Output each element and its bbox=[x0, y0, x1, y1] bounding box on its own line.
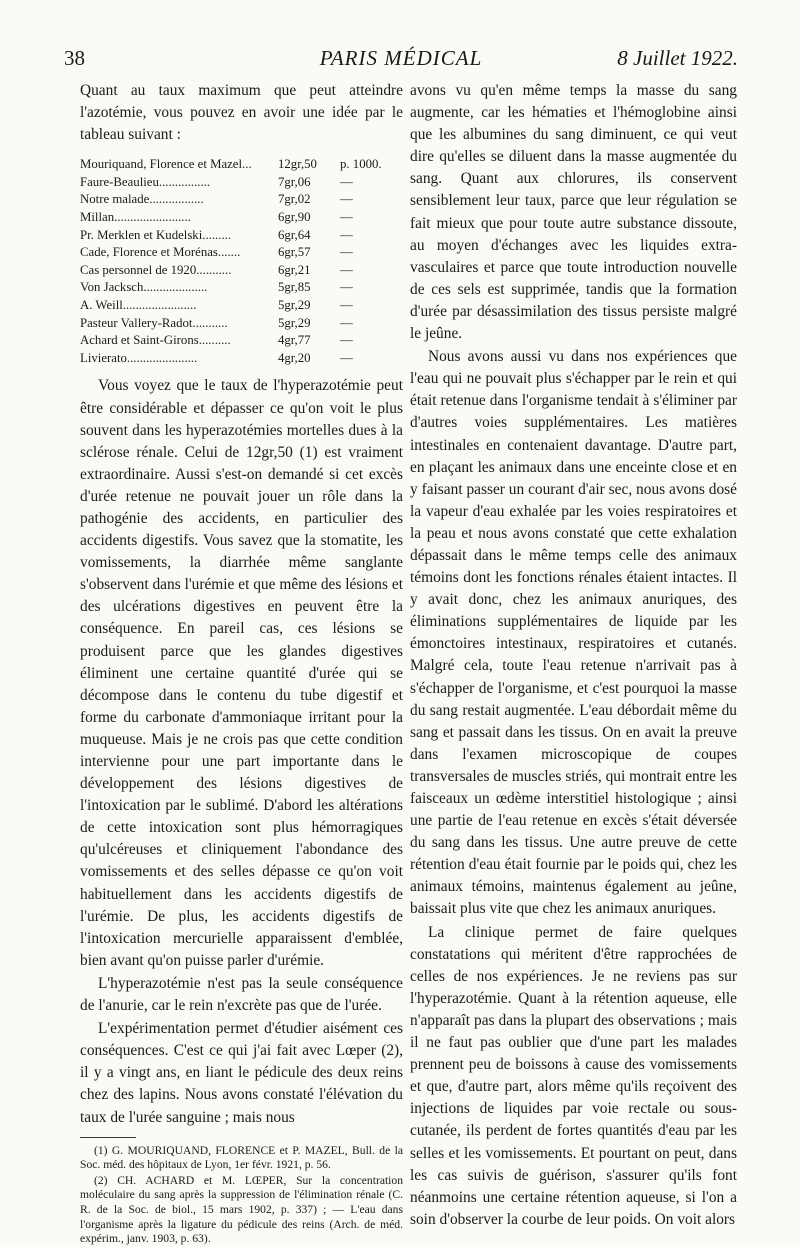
table-cell-value: 7gr,02 bbox=[278, 192, 311, 207]
table-row bbox=[80, 174, 403, 192]
paragraph: La clinique permet de faire quelques constatations qui méritent d'être rapprochées de celles de nos expériences. Je ne reviens pas sur l'hyperazotémie. Quant à la rétention aqueuse, elle n'apparaît pas dans la plupart des observations ; mais il ne faut pas oublier que d'une part les malades prennent peu de boissons à cause des vomissements et que, d'autre part, alors même qu'ils reçoivent des injections de liquides par voie rectale ou sous-cutanée, ils perdent de fortes quantités d'eau par les selles et les vomissements. Et pourtant on peut, dans les cas suivis de guérison, s'assurer qu'ils font néanmoins une certaine rétention aqueuse, si l'on a soin d'observer la courbe de leur poids. On voit alors bbox=[410, 923, 737, 1228]
left-column bbox=[80, 80, 403, 1247]
table-row bbox=[80, 350, 403, 368]
paragraph: avons vu qu'en même temps la masse du sang augmente, car les hématies et l'hémoglobine ainsi que les albumines du sang diminuent, ce qui veut dire qu'elles se diluent dans la masse augmentée du sang. Quant aux chlorures, ils conservent sensiblement leur taux, parce que leur régulation se fait mieux que pour toute autre substance dissoute, au moyen d'échanges avec les liquides extra-vasculaires et parce que toute introduction nouvelle de ces sels est supprimée, tandis que la formation d'urée par désassimilation des tissus persiste malgré le jeûne. bbox=[410, 82, 737, 343]
table-row bbox=[80, 262, 403, 280]
table-cell-name: Von Jacksch.................... bbox=[80, 280, 208, 295]
table-row bbox=[80, 209, 403, 227]
table-cell-value: 4gr,77 bbox=[278, 333, 311, 348]
table-cell-value: 6gr,64 bbox=[278, 227, 311, 242]
table-row bbox=[80, 279, 403, 297]
table-cell-name: Pr. Merklen et Kudelski......... bbox=[80, 227, 232, 242]
table-cell-unit: — bbox=[340, 245, 353, 260]
paragraph: Vous voyez que le taux de l'hyperazotémie peut être considérable et dépasser ce qu'on voit le plus souvent dans les hyperazotémies mortelles dues à la sclérose rénale. Celui de 12gr,50 (1) est vraiment extraordinaire. Aussi s'est-on demandé si cet excès d'urée retenue ne pouvait jouer un rôle dans la pathogénie des accidents, en particulier des accidents digestifs. Vous savez que la stomatite, les vomissements, la diarrhée même sanglante s'observent dans l'urémie et que même des lésions et des ulcérations digestives en peuvent être la conséquence. En pareil cas, ces lésions se produisent parce que les glandes digestives éliminent une certaine quantité d'urée qui se décompose dans le contenu du tube digestif et forme du carbonate d'ammoniaque irritant pour la muqueuse. Mais je ne crois pas que cette condition intervienne pour une part importante dans le développement des lésions digestives de l'intoxication par le sublimé. D'abord les altérations de cette intoxication sont plus hémorragiques qu'ulcéreuses et cliniquement l'abondance des vomissements et des selles dépasse ce qu'on voit habituellement dans les accidents digestifs de l'urémie. De plus, les accidents digestifs de l'intoxication mercurielle apparaissent d'emblée, bien avant qu'on puisse parler d'urémie. bbox=[80, 377, 403, 969]
table-cell-name: Livierato...................... bbox=[80, 350, 198, 365]
table-cell-value: 4gr,20 bbox=[278, 350, 311, 365]
table-cell-unit: — bbox=[340, 262, 353, 277]
table-cell-unit: — bbox=[340, 174, 353, 189]
page-header bbox=[64, 46, 738, 76]
table-cell-unit: — bbox=[340, 192, 353, 207]
table-cell-name: Notre malade................. bbox=[80, 192, 204, 207]
paragraph: L'hyperazotémie n'est pas la seule conséquence de l'anurie, car le rein n'excrète pas que de l'urée. bbox=[80, 974, 403, 1015]
issue-date: 8 Juillet 1922. bbox=[617, 46, 738, 70]
table-cell-unit: — bbox=[340, 210, 353, 225]
journal-title: PARIS MÉDICAL bbox=[319, 46, 483, 70]
table-cell-value: 7gr,06 bbox=[278, 174, 311, 189]
table-cell-name: Pasteur Vallery-Radot........... bbox=[80, 315, 228, 330]
page-number: 38 bbox=[64, 46, 85, 70]
table-row bbox=[80, 315, 403, 333]
paragraph: L'expérimentation permet d'étudier aisément ces conséquences. C'est ce qui j'ai fait avec Lœper (2), il y a vingt ans, en liant le pédicule des deux reins chez des lapins. Nous avons constaté l'élévation du taux de l'urée sanguine ; mais nous bbox=[80, 1020, 403, 1126]
table-row bbox=[80, 297, 403, 315]
table-row bbox=[80, 156, 403, 174]
table-cell-value: 6gr,90 bbox=[278, 210, 311, 225]
table-cell-value: 5gr,29 bbox=[278, 298, 311, 313]
table-row bbox=[80, 191, 403, 209]
footnote-1: (1) G. MOURIQUAND, FLORENCE et P. MAZEL, Bull. de la Soc. méd. des hôpitaux de Lyon, 1er févr. 1921, p. 56. bbox=[80, 1143, 403, 1172]
table-cell-unit: p. 1000. bbox=[340, 157, 382, 172]
table-cell-value: 6gr,57 bbox=[278, 245, 311, 260]
table-row bbox=[80, 332, 403, 350]
table-cell-name: Millan........................ bbox=[80, 210, 191, 225]
table-cell-value: 5gr,85 bbox=[278, 280, 311, 295]
table-cell-unit: — bbox=[340, 280, 353, 295]
footnotes bbox=[80, 1144, 403, 1247]
table-cell-unit: — bbox=[340, 298, 353, 313]
table-cell-unit: — bbox=[340, 333, 353, 348]
table-cell-name: Mouriquand, Florence et Mazel... bbox=[80, 157, 252, 172]
table-cell-value: 12gr,50 bbox=[278, 157, 317, 172]
table-cell-value: 5gr,29 bbox=[278, 315, 311, 330]
table-cell-name: Cade, Florence et Morénas....... bbox=[80, 245, 241, 260]
table-cell-unit: — bbox=[340, 315, 353, 330]
table-cell-name: A. Weill....................... bbox=[80, 298, 197, 313]
paragraph: Nous avons aussi vu dans nos expériences que l'eau qui ne pouvait plus s'échapper par le rein et qui était retenue dans l'organisme tendait à s'éliminer par d'autres voies supplémentaires. Les matières intestinales en contenaient davantage. D'autre part, en plaçant les animaux dans une enceinte close et en y faisant passer un courant d'air sec, nous avons dosé la vapeur d'eau exhalée par les voies respiratoires et la peau et nous avons constaté que cette exhalation dépassait dans le même temps celle des animaux témoins dont les fonctions rénales étaient intactes. Il y avait donc, chez les animaux anuriques, des éliminations supplémentaires de liquide par les émonctoires intestinaux, respiratoires et cutanés. Malgré cela, toute l'eau retenue n'arrivait pas à s'échapper de l'organisme, et c'est pourquoi la masse du sang restait augmentée. L'eau débordait même du sang et passait dans les tissus. On en avait la preuve dans l'examen microscopique de coupes transversales de muscles striés, qui montrait entre les faisceaux un œdème interstitiel histologique ; ainsi une partie de l'eau retenue en excès s'était déversée du sang dans les tissus. Une autre preuve de cette rétention d'eau était fournie par le poids qui, chez les animaux témoins, maintenus également au jeûne, baissait plus vite que chez les animaux anuriques. bbox=[410, 348, 737, 918]
intro-paragraph: Quant au taux maximum que peut atteindre l'azotémie, vous pouvez en avoir une idée par le tableau suivant : bbox=[80, 82, 403, 144]
footnote-2: (2) CH. ACHARD et M. LŒPER, Sur la concentration moléculaire du sang après la suppression de l'élimination rénale (C. R. de la Soc. de biol., 15 mars 1902, p. 337) ; — L'eau dans l'organisme après la ligature du pédicule des reins (Arch. de méd. expérim., janv. 1903, p. 63). bbox=[80, 1173, 403, 1246]
table-cell-unit: — bbox=[340, 227, 353, 242]
table-row bbox=[80, 227, 403, 245]
table-cell-name: Faure-Beaulieu................ bbox=[80, 174, 211, 189]
table-cell-name: Achard et Saint-Girons.......... bbox=[80, 333, 231, 348]
table-cell-unit: — bbox=[340, 350, 353, 365]
table-cell-name: Cas personnel de 1920........... bbox=[80, 262, 232, 277]
footnote-divider bbox=[80, 1137, 136, 1138]
table-cell-value: 6gr,21 bbox=[278, 262, 311, 277]
table-row bbox=[80, 244, 403, 262]
right-column bbox=[410, 80, 737, 1231]
azotemia-table bbox=[80, 156, 403, 367]
